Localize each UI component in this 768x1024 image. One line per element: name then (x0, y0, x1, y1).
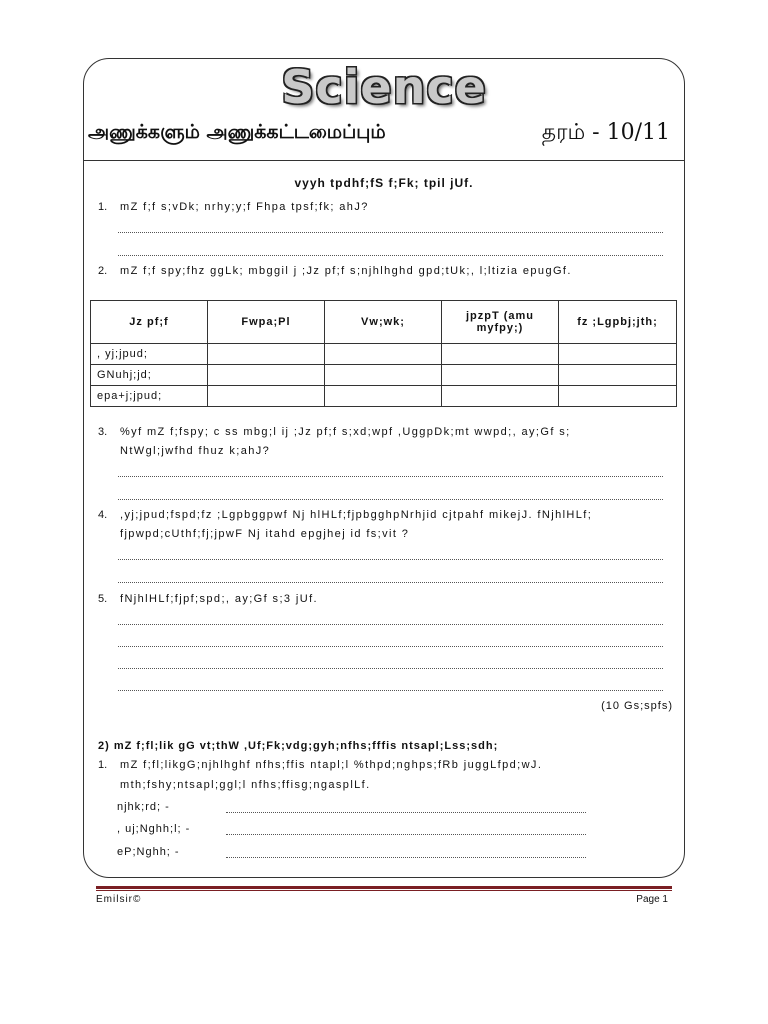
table-header: Jz pf;f (91, 301, 208, 344)
answer-line[interactable] (226, 857, 586, 858)
table-cell[interactable] (559, 344, 677, 365)
question-number: 1. (98, 201, 108, 213)
question-text: mZ f;fl;likgG;njhlhghf nfhs;ffis ntapl;l %thpd;nghps;fRb juggLfpd;wJ. (120, 759, 543, 771)
footer-rule (96, 886, 672, 889)
answer-line[interactable] (118, 232, 663, 233)
answer-line[interactable] (118, 582, 663, 583)
topic-subtitle: அணுக்களும் அணுக்கட்டமைப்பும் (88, 121, 386, 143)
question-number: 2. (98, 265, 108, 277)
question-continuation: fjpwpd;cUthf;fj;jpwF Nj itahd epgjhej id fs;vit ? (120, 528, 410, 540)
section2-question-1 (98, 759, 542, 771)
answer-line[interactable] (118, 499, 663, 500)
table-header-row (91, 301, 677, 344)
field-label: , uj;Nghh;l; - (117, 823, 191, 835)
marks-label: (10 Gs;spfs) (601, 700, 673, 712)
table-row (91, 344, 677, 365)
row-label: epa+j;jpud; (91, 386, 208, 407)
particles-table (90, 300, 677, 407)
table-header: jpzpT (amu myfpy;) (442, 301, 559, 344)
answer-line[interactable] (118, 476, 663, 477)
section2-heading: 2) mZ f;fl;lik gG vt;thW ,Uf;Fk;vdg;gyh;nfhs;fffis ntsapl;Lss;sdh; (98, 740, 499, 752)
footer-rule (96, 890, 672, 891)
table-cell[interactable] (325, 365, 442, 386)
question-text: mZ f;f spy;fhz ggLk; mbggil j ;Jz pf;f s;njhlhghd gpd;tUk;, l;ltizia epugGf. (120, 265, 572, 277)
question-3 (98, 426, 571, 438)
question-number: 5. (98, 593, 108, 605)
table-cell[interactable] (442, 365, 559, 386)
table-cell[interactable] (208, 344, 325, 365)
table-cell[interactable] (559, 365, 677, 386)
grade-label: தரம் - 10/11 (541, 120, 670, 145)
question-text: mZ f;f s;vDk; nrhy;y;f Fhpa tpsf;fk; ahJ? (120, 201, 369, 213)
table-cell[interactable] (325, 344, 442, 365)
table-header: Vw;wk; (325, 301, 442, 344)
answer-line[interactable] (226, 834, 586, 835)
header-divider (84, 160, 684, 161)
answer-line[interactable] (118, 646, 663, 647)
table-cell[interactable] (442, 344, 559, 365)
question-continuation: NtWgl;jwfhd fhuz k;ahJ? (120, 445, 271, 457)
question-5 (98, 593, 318, 605)
question-number: 1. (98, 759, 108, 771)
table-cell[interactable] (559, 386, 677, 407)
section1-heading: vyyh tpdhf;fS f;Fk; tpil jUf. (294, 176, 474, 190)
answer-line[interactable] (118, 690, 663, 691)
question-number: 3. (98, 426, 108, 438)
table-row (91, 386, 677, 407)
page-number: Page 1 (636, 894, 668, 905)
answer-line[interactable] (118, 624, 663, 625)
question-1 (98, 201, 369, 213)
answer-line[interactable] (118, 255, 663, 256)
question-text: %yf mZ f;fspy; c ss mbg;l ij ;Jz pf;f s;xd;wpf ,UggpDk;mt wwpd;, ay;Gf s; (120, 426, 571, 438)
question-4 (98, 509, 592, 521)
table-row (91, 365, 677, 386)
question-text: ,yj;jpud;fspd;fz ;Lgpbggpwf Nj hlHLf;fjpbgghpNrhjid cjtpahf mikejJ. fNjhlHLf; (120, 509, 593, 521)
field-label: njhk;rd; - (117, 801, 170, 813)
table-header: fz ;Lgpbj;jth; (559, 301, 677, 344)
table-cell[interactable] (208, 386, 325, 407)
answer-line[interactable] (226, 812, 586, 813)
question-continuation: mth;fshy;ntsapl;ggl;l nfhs;ffisg;ngasplLf. (120, 779, 371, 791)
question-2 (98, 265, 572, 277)
question-number: 4. (98, 509, 108, 521)
row-label: , yj;jpud; (91, 344, 208, 365)
footer-author: Emilsir© (96, 894, 142, 905)
question-text: fNjhlHLf;fjpf;spd;, ay;Gf s;3 jUf. (120, 593, 318, 605)
answer-line[interactable] (118, 668, 663, 669)
table-cell[interactable] (325, 386, 442, 407)
page-title: Science (281, 60, 487, 114)
answer-line[interactable] (118, 559, 663, 560)
table-cell[interactable] (208, 365, 325, 386)
table-cell[interactable] (442, 386, 559, 407)
field-label: eP;Nghh; - (117, 846, 180, 858)
row-label: GNuhj;jd; (91, 365, 208, 386)
table-header: Fwpa;Pl (208, 301, 325, 344)
